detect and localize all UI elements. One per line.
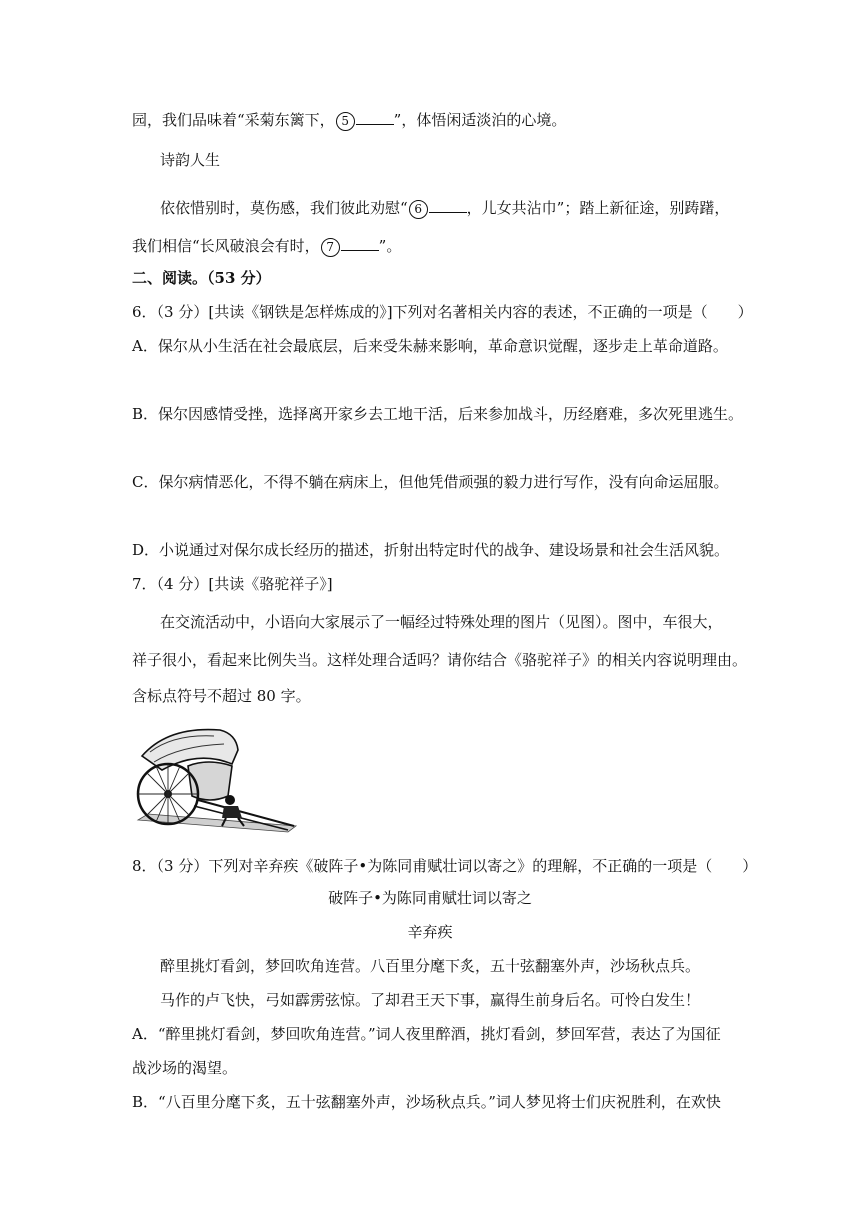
question-6-option-c[interactable]: C．保尔病情恶化，不得不躺在病床上，但他凭借顽强的毅力进行写作，没有向命运屈服。	[132, 473, 729, 491]
poem-line-1: 醉里挑灯看剑，梦回吹角连营。八百里分麾下炙，五十弦翻塞外声，沙场秋点兵。	[160, 957, 701, 975]
fill-line-5	[132, 110, 566, 131]
text: 我们相信“长风破浪会有时，	[132, 237, 320, 255]
question-8-option-a-continued: 战沙场的渴望。	[132, 1059, 238, 1077]
blank-number-6: 6	[409, 200, 428, 219]
poem-line-2: 马作的卢飞快，弓如霹雳弦惊。了却君王天下事，赢得生前身后名。可怜白发生！	[160, 991, 701, 1009]
question-7-paragraph-line-2: 祥子很小，看起来比例失当。这样处理合适吗？请你结合《骆驼祥子》的相关内容说明理由。	[132, 651, 748, 669]
question-7-stem: 7．（4 分）[共读《骆驼祥子》]	[132, 575, 333, 593]
text: ”。	[378, 237, 402, 255]
question-6-option-a[interactable]: A．保尔从小生活在社会最底层，后来受朱赫来影响，革命意识觉醒，逐步走上革命道路。	[132, 337, 728, 355]
question-8-stem: 8．（3 分）下列对辛弃疾《破阵子•为陈同甫赋壮词以寄之》的理解，不正确的一项是（ ）	[132, 857, 758, 875]
blank-number-5: 5	[336, 112, 355, 131]
question-6-option-b[interactable]: B．保尔因感情受挫，选择离开家乡去工地干活，后来参加战斗，历经磨难，多次死里逃生。	[132, 405, 744, 423]
text: ”，体悟闲适淡泊的心境。	[393, 111, 567, 129]
question-8-option-a[interactable]: A．“醉里挑灯看剑，梦回吹角连营。”词人夜里醉酒，挑灯看剑，梦回军营，表达了为国征	[132, 1025, 721, 1043]
question-7-paragraph-line-3: 含标点符号不超过 80 字。	[132, 687, 311, 705]
rickshaw-illustration-icon	[128, 722, 300, 834]
question-8-option-b[interactable]: B．“八百里分麾下炙，五十弦翻塞外声，沙场秋点兵。”词人梦见将士们庆祝胜利，在欢快	[132, 1093, 721, 1111]
text: 园，我们品味着“采菊东篱下，	[132, 111, 335, 129]
question-6-option-d[interactable]: D．小说通过对保尔成长经历的描述，折射出特定时代的战争、建设场景和社会生活风貌。	[132, 541, 730, 559]
poem-author: 辛弃疾	[407, 923, 453, 941]
answer-blank-7[interactable]	[341, 236, 379, 251]
answer-blank-6[interactable]	[429, 198, 467, 213]
section-heading-reading: 二、阅读。（53 分）	[132, 269, 271, 287]
text: ，儿女共沾巾”；踏上新征途，别踌躇，	[466, 199, 730, 217]
blank-number-7: 7	[321, 238, 340, 257]
subheading-poetic-life: 诗韵人生	[160, 151, 221, 169]
question-7-paragraph-line-1: 在交流活动中，小语向大家展示了一幅经过特殊处理的图片（见图）。图中，车很大，	[160, 613, 723, 631]
text: 依依惜别时，莫伤感，我们彼此劝慰“	[160, 199, 408, 217]
question-6-stem: 6．（3 分）[共读《钢铁是怎样炼成的》]下列对名著相关内容的表述，不正确的一项是（ ）	[132, 303, 753, 321]
poem-title: 破阵子•为陈同甫赋壮词以寄之	[328, 889, 532, 907]
fill-line-6	[160, 198, 729, 219]
answer-blank-5[interactable]	[356, 110, 394, 125]
fill-line-7	[132, 236, 401, 257]
